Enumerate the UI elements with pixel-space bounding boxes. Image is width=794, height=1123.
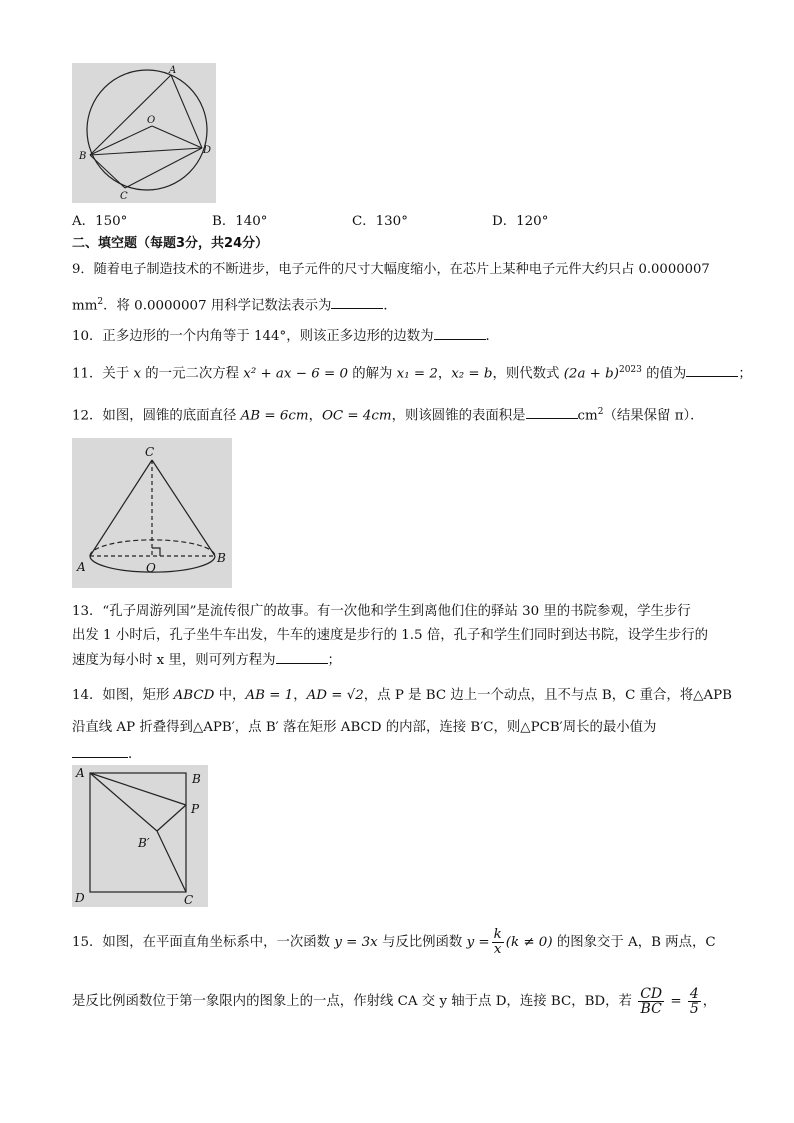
- frac-numerator: 4: [689, 986, 699, 1002]
- label-B-prime: B′: [138, 836, 150, 850]
- choice-a[interactable]: [72, 210, 127, 229]
- q11-end: ；: [738, 366, 752, 382]
- q11-var: x: [133, 366, 142, 382]
- q14-rect: ABCD: [173, 688, 215, 703]
- choice-letter: C．: [352, 214, 376, 229]
- q9-answer-blank[interactable]: [331, 295, 383, 309]
- q14-line1: [72, 686, 732, 706]
- q14-ad: AD = √2: [306, 688, 364, 703]
- segment-pb-prime: [157, 805, 186, 831]
- q15-line2-text: 是反比例函数位于第一象限内的图象上的一点，作射线 CA 交 y 轴于点 D，连接 BC，BD，若: [72, 994, 637, 1009]
- q9-line1: 9．随着电子制造技术的不断进步，电子元件的尺寸大幅度缩小，在芯片上某种电子元件大约只占 0.0000007: [72, 262, 710, 277]
- q14-line2: 沿直线 AP 折叠得到△APB′，点 B′ 落在矩形 ABCD 的内部，连接 B′C，则△PCB′周长的最小值为: [72, 720, 657, 735]
- label-B: B: [217, 551, 226, 565]
- q9-line2: [72, 292, 397, 316]
- q10-answer-blank[interactable]: [434, 326, 486, 340]
- choice-letter: B．: [212, 214, 236, 229]
- q15-line2: [72, 986, 716, 1018]
- q15-inv-lhs: y =: [466, 935, 490, 950]
- choice-letter: A．: [72, 214, 96, 229]
- q10-end: ．: [485, 329, 499, 344]
- q15-line1: [72, 928, 716, 957]
- choice-c[interactable]: [352, 210, 408, 229]
- q12-end: （结果保留 π）．: [603, 408, 704, 424]
- q9-text: ．将 0.0000007 用科学记数法表示为: [103, 298, 332, 314]
- q11-line: [72, 360, 752, 384]
- q15-inverse-fraction: [492, 928, 504, 957]
- q11-sol1: x₁ = 2: [396, 366, 438, 382]
- q14-line3: [72, 744, 141, 765]
- circle-shape: [87, 70, 207, 190]
- q9-unit: mm: [72, 298, 98, 314]
- q9-unit-exp: 2: [97, 297, 104, 307]
- segment-b-prime-c: [157, 831, 186, 892]
- label-D: D: [203, 145, 212, 156]
- choice-letter: D．: [492, 214, 517, 229]
- q12-unit-exp: 2: [597, 407, 604, 417]
- label-A: A: [76, 766, 85, 780]
- q11-mid3: ，则代数式: [492, 366, 564, 382]
- segment-ab-prime: [90, 773, 157, 831]
- figure-lines: [90, 75, 202, 188]
- q15-a: 15．如图，在平面直角坐标系中，一次函数: [72, 935, 335, 950]
- q15-linear: y = 3x: [334, 935, 378, 950]
- q11-equation: x² + ax − 6 = 0: [243, 366, 348, 382]
- q12-oc: OC = 4cm: [321, 408, 392, 424]
- label-A: A: [77, 560, 86, 574]
- q11-sep: ，: [437, 366, 452, 382]
- choice-value: 120°: [516, 214, 549, 229]
- q14-a: 14．如图，矩形: [72, 688, 174, 703]
- cone-figure: [72, 438, 232, 588]
- q15-end: ，: [702, 994, 717, 1009]
- choice-value: 130°: [375, 214, 408, 229]
- q9-end: ．: [383, 298, 397, 314]
- frac-numerator: CD: [640, 986, 663, 1002]
- label-A: A: [169, 65, 177, 76]
- segment-ap: [90, 773, 186, 805]
- q13-line1: 13．“孔子周游列国”是流传很广的故事。有一次他和学生到离他们住的驿站 30 里的书院参观，学生步行: [72, 604, 691, 619]
- frac-numerator: k: [493, 927, 502, 942]
- cone-diagram: [72, 438, 232, 588]
- q13-line3: [72, 650, 341, 671]
- q13-answer-blank[interactable]: [276, 650, 328, 664]
- label-D: D: [75, 891, 85, 905]
- q15-ratio-fraction: [638, 987, 664, 1016]
- label-B: B: [79, 151, 87, 162]
- q13-line3-text: 速度为每小时 x 里，则可列方程为: [72, 653, 276, 668]
- q10-line: [72, 326, 499, 347]
- q11-answer-blank[interactable]: [686, 363, 738, 377]
- rectangle-figure: [72, 765, 208, 907]
- q15-b: 与反比例函数: [377, 935, 467, 950]
- q14-c: ，点 P 是 BC 边上一个动点，且不与点 B，C 重合，将△APB: [363, 688, 733, 703]
- q13-line2: 出发 1 小时后，孔子坐牛车出发，牛车的速度是步行的 1.5 倍，孔子和学生们同时到达书院，设学生步行的: [72, 628, 709, 643]
- q13-end: ；: [327, 653, 341, 668]
- rectangle-diagram: [72, 765, 208, 907]
- section-title: 二、填空题（每题3分，共24分）: [72, 236, 269, 251]
- right-angle-mark: [152, 548, 160, 556]
- q14-sep: ，: [293, 688, 307, 703]
- q10-text: 10．正多边形的一个内角等于 144°，则该正多边形的边数为: [72, 329, 434, 344]
- q14-answer-blank[interactable]: [72, 744, 128, 758]
- q11-expr-exp: 2023: [618, 365, 642, 375]
- label-O: O: [146, 561, 156, 575]
- circle-diagram: [72, 63, 216, 203]
- label-C: C: [145, 445, 155, 459]
- q11-mid4: 的值为: [641, 366, 687, 382]
- q12-ab: AB = 6cm: [240, 408, 309, 424]
- q12-line: [72, 402, 704, 426]
- label-C: C: [184, 893, 194, 907]
- q11-mid2: 的解为: [347, 366, 397, 382]
- q14-b: 中，: [214, 688, 246, 703]
- circle-figure: [72, 63, 216, 203]
- label-B: B: [192, 772, 201, 786]
- label-P: P: [191, 802, 200, 816]
- q15-c: 的图象交于 A，B 两点，C: [552, 935, 716, 950]
- choice-d[interactable]: [492, 210, 548, 229]
- label-O: O: [147, 115, 156, 126]
- frac-denominator: 5: [689, 1001, 699, 1017]
- choice-b[interactable]: [212, 210, 268, 229]
- q11-mid1: 的一元二次方程: [141, 366, 244, 382]
- q12-mid: ，则该圆锥的表面积是: [391, 408, 526, 424]
- q15-ratio-eq: =: [666, 994, 686, 1009]
- q11-prefix: 11．关于: [72, 366, 134, 382]
- label-C: C: [120, 191, 128, 202]
- q11-expr: (2a + b): [563, 366, 619, 382]
- q12-unit: cm: [577, 408, 598, 424]
- q12-sep: ，: [308, 408, 322, 424]
- q11-sol2: x₂ = b: [451, 366, 493, 382]
- q12-answer-blank[interactable]: [526, 405, 578, 419]
- q14-ab: AB = 1: [245, 688, 294, 703]
- frac-denominator: x: [493, 942, 502, 957]
- q15-ratio-value: [688, 987, 701, 1016]
- q12-prefix: 12．如图，圆锥的底面直径: [72, 408, 241, 424]
- choice-value: 150°: [95, 214, 128, 229]
- q15-condition: (k ≠ 0): [505, 935, 553, 950]
- frac-denominator: BC: [640, 1001, 662, 1017]
- q14-end: ．: [128, 747, 142, 762]
- choice-value: 140°: [235, 214, 268, 229]
- rectangle-abcd: [90, 773, 186, 892]
